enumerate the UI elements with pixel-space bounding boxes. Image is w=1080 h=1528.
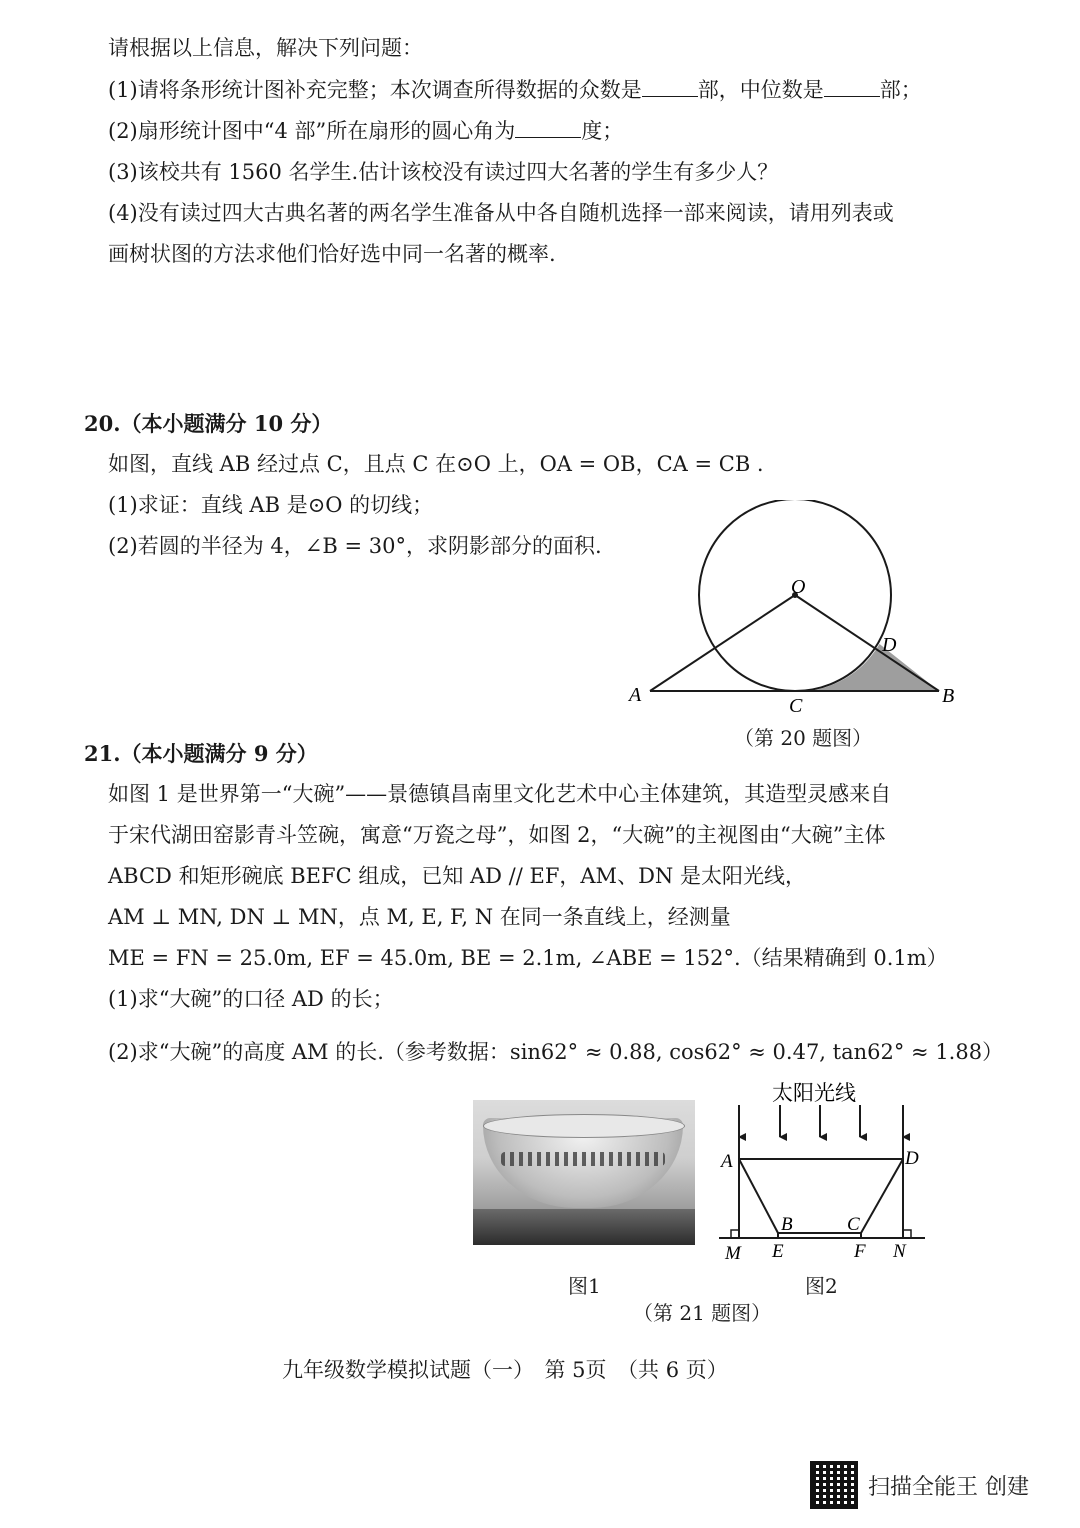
bowl-rim — [483, 1114, 685, 1138]
fig2-label-c: C — [847, 1214, 860, 1235]
label-b: B — [942, 685, 955, 707]
q21-line3: ABCD 和矩形碗底 BEFC 组成，已知 AD // EF，AM、DN 是太阳光线， — [108, 864, 806, 888]
q20-heading: 20.（本小题满分 10 分） — [84, 411, 333, 436]
label-d: D — [882, 634, 897, 656]
fig2-label-f: F — [854, 1241, 866, 1262]
q21-part1: (1)求“大碗”的口径 AD 的长； — [108, 987, 394, 1011]
answer-blank-angle[interactable] — [515, 119, 581, 138]
label-c: C — [789, 695, 803, 715]
q21-line1: 如图 1 是世界第一“大碗”——景德镇昌南里文化艺术中心主体建筑，其造型灵感来自 — [108, 782, 892, 806]
segment-dc — [861, 1159, 903, 1233]
answer-blank-median[interactable] — [824, 78, 880, 97]
q19-part4-line1: (4)没有读过四大古典名著的两名学生准备从中各自随机选择一部来阅读，请用列表或 — [108, 201, 894, 225]
page-footer: 九年级数学模拟试题（一） 第 5页 （共 6 页） — [282, 1358, 728, 1382]
q19-part1-text-a: (1)请将条形统计图补充完整；本次调查所得数据的众数是 — [108, 78, 642, 102]
sun-rays — [739, 1105, 903, 1137]
q19-part2-text-b: 度； — [581, 119, 624, 143]
intro-text: 请根据以上信息，解决下列问题： — [108, 36, 423, 60]
right-angle-n — [903, 1230, 911, 1238]
q21-line5: ME = FN = 25.0m, EF = 45.0m, BE = 2.1m, ∠ABE = 152°.（结果精确到 0.1m） — [108, 946, 948, 970]
sun-ray-label: 太阳光线 — [772, 1081, 856, 1105]
scanner-watermark: 扫描全能王 创建 — [868, 1475, 1029, 1500]
q19-part1-text-c: 部； — [879, 78, 922, 102]
q19-part1 — [108, 76, 922, 104]
label-o: O — [791, 576, 806, 598]
q21-line2: 于宋代湖田窑影青斗笠碗，寓意“万瓷之母”，如图 2，“大碗”的主视图由“大碗”主体 — [108, 823, 886, 847]
fig2-label-m: M — [725, 1243, 741, 1264]
fig2-label-n: N — [893, 1241, 906, 1262]
fig2-label-e: E — [772, 1241, 784, 1262]
answer-blank-mode[interactable] — [642, 78, 698, 97]
q21-figure2 — [715, 1075, 930, 1265]
q20-caption: （第 20 题图） — [734, 726, 873, 750]
fig2-label-b: B — [781, 1214, 793, 1235]
q20-part1: (1)求证：直线 AB 是⊙O 的切线； — [108, 493, 434, 517]
segment-oa — [650, 595, 795, 691]
q20-figure — [620, 500, 970, 715]
segment-ab — [739, 1159, 778, 1233]
fig1-caption: 图1 — [568, 1274, 601, 1298]
fig2-caption: 图2 — [805, 1274, 838, 1298]
q19-part4-line2: 画树状图的方法求他们恰好选中同一名著的概率. — [108, 242, 556, 266]
q19-part1-text-b: 部，中位数是 — [697, 78, 824, 102]
qr-code-icon — [810, 1461, 858, 1509]
q21-part2: (2)求“大碗”的高度 AM 的长.（参考数据：sin62° ≈ 0.88, cos62° ≈ 0.47, tan62° ≈ 1.88） — [108, 1040, 1004, 1064]
label-a: A — [629, 684, 642, 706]
q20-stem: 如图，直线 AB 经过点 C，且点 C 在⊙O 上，OA = OB，CA = CB . — [108, 452, 764, 476]
q20-part2: (2)若圆的半径为 4，∠B = 30°，求阴影部分的面积. — [108, 534, 602, 558]
q19-part3: (3)该校共有 1560 名学生.估计该校没有读过四大名著的学生有多少人？ — [108, 160, 779, 184]
bowl-pattern-band — [501, 1152, 665, 1166]
water-reflection — [473, 1209, 695, 1245]
q19-part2 — [108, 117, 623, 145]
right-angle-m — [731, 1230, 739, 1238]
q21-caption: （第 21 题图） — [633, 1301, 772, 1325]
fig2-label-d: D — [905, 1148, 919, 1169]
q19-part2-text-a: (2)扇形统计图中“4 部”所在扇形的圆心角为 — [108, 119, 516, 143]
q21-line4: AM ⊥ MN, DN ⊥ MN，点 M, E, F, N 在同一条直线上，经测量 — [108, 905, 731, 929]
bowl-building-photo — [473, 1100, 695, 1245]
q21-heading: 21.（本小题满分 9 分） — [84, 741, 318, 766]
fig2-label-a: A — [721, 1151, 733, 1172]
